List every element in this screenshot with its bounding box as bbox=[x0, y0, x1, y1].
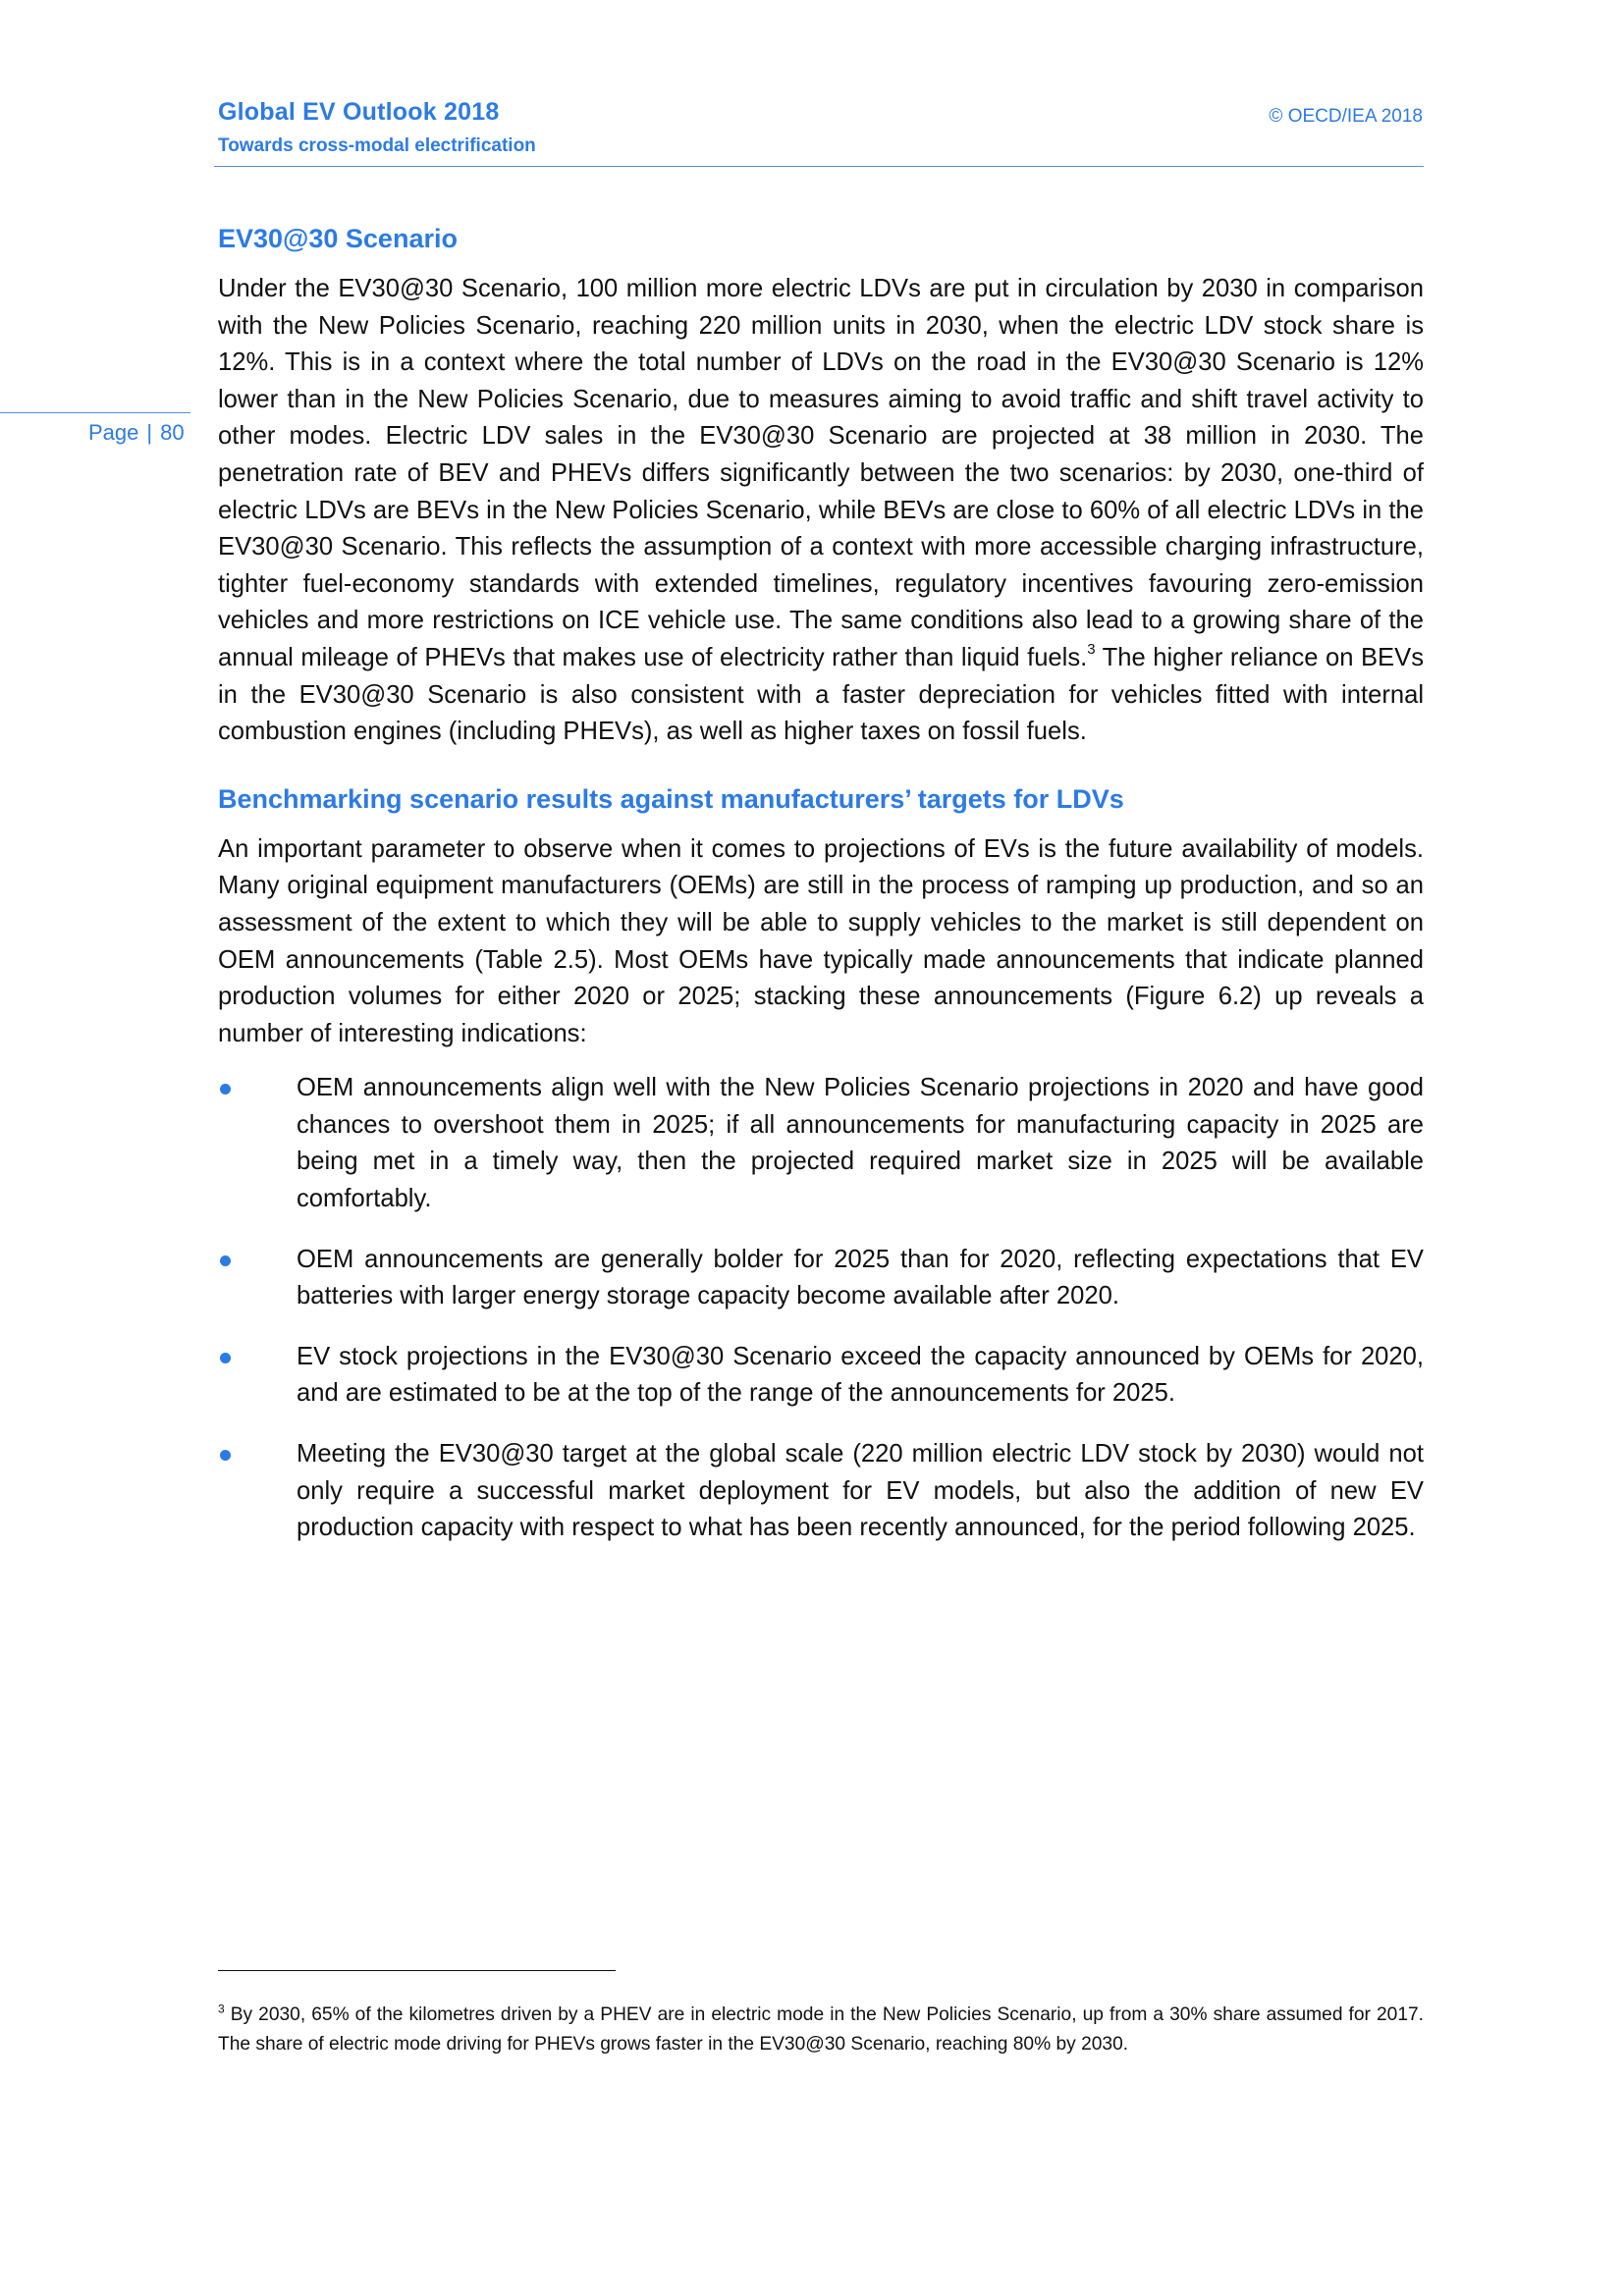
list-item bbox=[218, 1070, 1424, 1217]
footnote-divider bbox=[218, 1970, 616, 1971]
list-item-text: OEM announcements are generally bolder for 2025 than for 2020, reflecting expectations that EV batteries with larger energy storage capacity become available after 2020. bbox=[297, 1245, 1424, 1310]
indications-list bbox=[218, 1070, 1424, 1547]
bullet-icon bbox=[220, 1084, 231, 1095]
footnote-reference[interactable]: 3 bbox=[1087, 641, 1096, 659]
page-number: 80 bbox=[160, 420, 185, 445]
footnote-number: 3 bbox=[218, 2002, 225, 2016]
section-paragraph-benchmarking: An important parameter to observe when it comes to projections of EVs is the future availability of models. Many original equipment manufacturers (OEMs) are still in the process of ramping up production, and so an assessment of the extent to which they will be able to supply vehicles to the market is still dependent on OEM announcements (Table 2.5). Most OEMs have typically made announcements that indicate planned production volumes for either 2020 or 2025; stacking these announcements (Figure 6.2) up reveals a number of interesting indications: bbox=[218, 834, 1424, 1047]
footnote-text: By 2030, 65% of the kilometres driven by a PHEV are in electric mode in the New Policies Scenario, up from a 30% share assumed for 2017. The share of electric mode driving for PHEVs grows faster in the EV30@30 Scenario, reaching 80% by 2030. bbox=[218, 2004, 1424, 2055]
list-item-text: EV stock projections in the EV30@30 Scenario exceed the capacity announced by OEMs for 2020, and are estimated to be at the top of the range of the announcements for 2025. bbox=[297, 1342, 1424, 1408]
bullet-icon bbox=[220, 1353, 231, 1363]
document-subtitle: Towards cross-modal electrification bbox=[218, 135, 536, 156]
page-number-label bbox=[88, 420, 185, 446]
copyright-notice: © OECD/IEA 2018 bbox=[1269, 106, 1423, 127]
main-content bbox=[218, 220, 1424, 1571]
page-word: Page bbox=[88, 420, 139, 445]
bullet-icon bbox=[220, 1450, 231, 1461]
header-divider bbox=[214, 166, 1424, 167]
list-item bbox=[218, 1339, 1424, 1413]
page-separator: | bbox=[146, 420, 153, 445]
paragraph-text-continued: The higher reliance on BEVs in the EV30@30 Scenario is also consistent with a faster depreciation for vehicles fitted with internal combustion engines (including PHEVs), as well as higher taxes on fossil fuels. bbox=[218, 643, 1424, 746]
section-heading-ev3030: EV30@30 Scenario bbox=[218, 224, 458, 253]
bullet-icon bbox=[220, 1255, 231, 1266]
document-title: Global EV Outlook 2018 bbox=[218, 98, 500, 126]
footnote bbox=[218, 2001, 1424, 2059]
section-paragraph-ev3030 bbox=[218, 271, 1424, 751]
list-item bbox=[218, 1242, 1424, 1315]
list-item bbox=[218, 1436, 1424, 1547]
margin-divider bbox=[0, 412, 190, 413]
section-heading-benchmarking: Benchmarking scenario results against manufacturers’ targets for LDVs bbox=[218, 783, 1124, 814]
paragraph-text: Under the EV30@30 Scenario, 100 million more electric LDVs are put in circulation by 2030 in comparison with the New Policies Scenario, reaching 220 million units in 2030, when the electric LDV stock share is 12%. This is in a context where the total number of LDVs on the road in the EV30@30 Scenario is 12% lower than in the New Policies Scenario, due to measures aiming to avoid traffic and shift travel activity to other modes. Electric LDV sales in the EV30@30 Scenario are projected at 38 million in 2030. The penetration rate of BEV and PHEVs differs significantly between the two scenarios: by 2030, one-third of electric LDVs are BEVs in the New Policies Scenario, while BEVs are close to 60% of all electric LDVs in the EV30@30 Scenario. This reflects the assumption of a context with more accessible charging infrastructure, tighter fuel-economy standards with extended timelines, regulatory incentives favouring zero-emission vehicles and more restrictions on ICE vehicle use. The same conditions also lead to a growing share of the annual mileage of PHEVs that makes use of electricity rather than liquid fuels. bbox=[218, 275, 1424, 671]
list-item-text: OEM announcements align well with the New Policies Scenario projections in 2020 and have good chances to overshoot them in 2025; if all announcements for manufacturing capacity in 2025 are being met in a timely way, then the projected required market size in 2025 will be available comfortably. bbox=[297, 1074, 1424, 1213]
list-item-text: Meeting the EV30@30 target at the global scale (220 million electric LDV stock by 2030) would not only require a successful market deployment for EV models, but also the addition of new EV production capacity with respect to what has been recently announced, for the period following 2025. bbox=[297, 1440, 1424, 1542]
